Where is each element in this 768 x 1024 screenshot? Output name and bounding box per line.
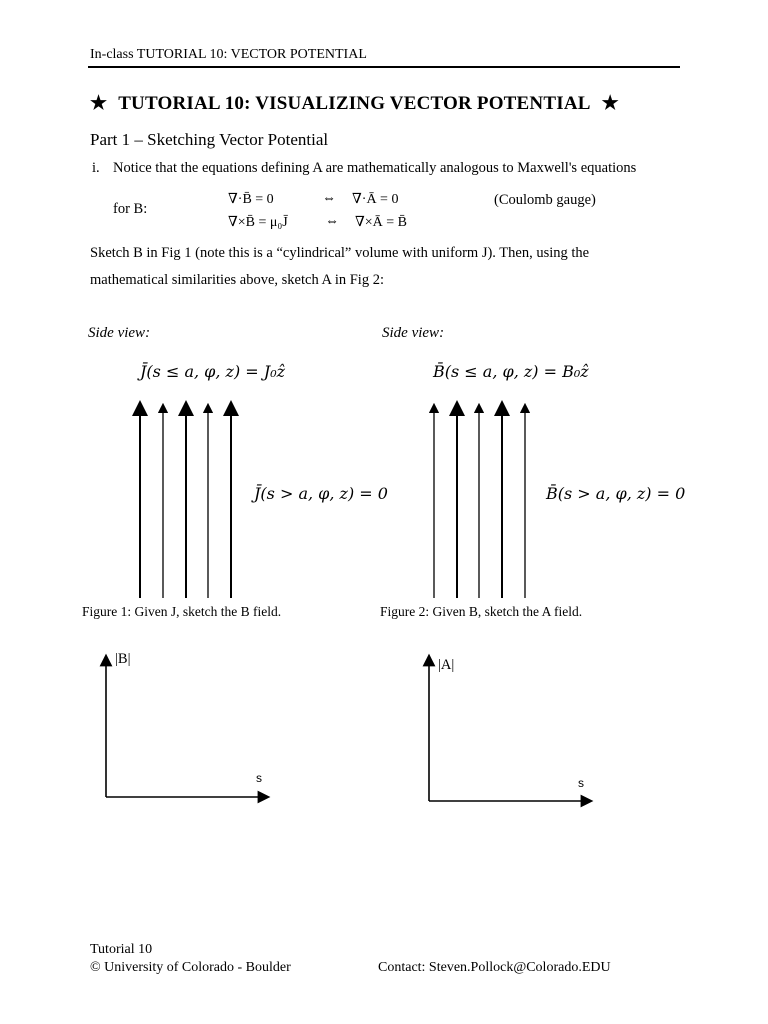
- star-icon-left: ★: [90, 93, 108, 114]
- footer-tutorial: Tutorial 10: [90, 942, 153, 957]
- fig1-caption: Figure 1: Given J, sketch the B field.: [82, 604, 282, 619]
- fig1-inside-expr: J̄(s ≤ a, φ, z) = J₀ẑ: [140, 362, 286, 381]
- item-number: i.: [92, 160, 100, 176]
- fig2-caption: Figure 2: Given B, sketch the A field.: [380, 604, 583, 619]
- running-header: In-class TUTORIAL 10: VECTOR POTENTIAL: [90, 47, 367, 62]
- footer-contact: Contact: Steven.Pollock@Colorado.EDU: [378, 960, 611, 975]
- fig1-side-view-label: Side view:: [88, 325, 151, 341]
- iff-icon-2: ⇔: [325, 214, 339, 229]
- eq-div-a: ∇·Ā = 0: [352, 192, 399, 207]
- part-heading: Part 1 – Sketching Vector Potential: [90, 130, 329, 149]
- fig1-arrows: [140, 408, 231, 598]
- graph1-axes: [106, 660, 264, 797]
- fig1-outside-expr: J̄(s > a, φ, z) = 0: [254, 484, 388, 503]
- fig2-inside-expr: B̄(s ≤ a, φ, z) = B₀ẑ: [433, 362, 589, 381]
- fig2-side-view-label: Side view:: [382, 325, 445, 341]
- iff-icon-1: ⇔: [322, 191, 336, 206]
- fig2-outside-expr: B̄(s > a, φ, z) = 0: [546, 484, 686, 503]
- star-icon-right: ★: [601, 93, 619, 114]
- eq-curl-b: ∇×B̄ = μ₀J̄: [228, 215, 288, 230]
- graph2-xlabel: s: [578, 776, 584, 790]
- graph1-xlabel: s: [256, 771, 262, 785]
- footer-copyright: © University of Colorado - Boulder: [90, 960, 291, 975]
- fig2-arrows: [434, 408, 525, 598]
- graph2-ylabel: |A|: [438, 657, 455, 673]
- eq-curl-a: ∇×Ā = B̄: [355, 215, 408, 230]
- sketch-line-2: mathematical similarities above, sketch A in Fig 2:: [90, 272, 384, 288]
- gauge-label: (Coulomb gauge): [494, 192, 596, 208]
- title-text: TUTORIAL 10: VISUALIZING VECTOR POTENTIAL: [118, 93, 591, 114]
- for-b-label: for B:: [113, 201, 148, 217]
- item-text: Notice that the equations defining A are mathematically analogous to Maxwell's equations: [113, 160, 637, 176]
- sketch-line-1: Sketch B in Fig 1 (note this is a “cylindrical” volume with uniform J). Then, using the: [90, 245, 590, 261]
- eq-div-b: ∇·B̄ = 0: [228, 192, 274, 207]
- graph2-axes: [429, 660, 587, 801]
- graph1-ylabel: |B|: [115, 651, 131, 667]
